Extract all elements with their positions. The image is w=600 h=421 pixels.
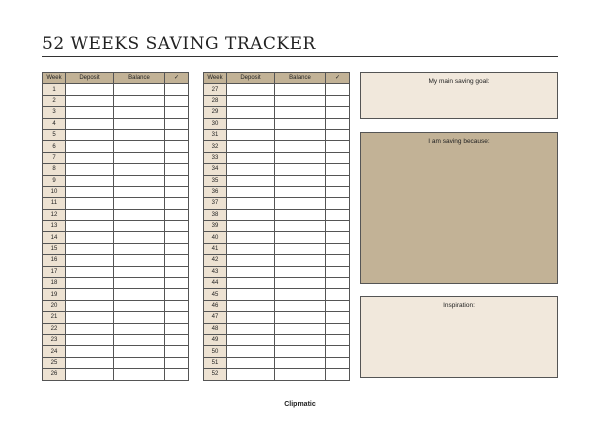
week-number-cell: 20 [43, 300, 66, 311]
table-row [204, 323, 350, 334]
balance-cell[interactable] [114, 266, 165, 277]
checkbox-cell[interactable] [326, 312, 350, 323]
week-number-cell: 41 [204, 243, 227, 254]
deposit-cell[interactable] [66, 289, 114, 300]
week-number-cell: 22 [43, 323, 66, 334]
balance-cell[interactable] [275, 243, 326, 254]
checkbox-cell[interactable] [326, 369, 350, 380]
deposit-cell[interactable] [66, 243, 114, 254]
table-row [204, 84, 350, 95]
balance-column-header: Balance [114, 73, 165, 84]
saving-reason-box[interactable] [360, 132, 558, 284]
deposit-cell[interactable] [66, 221, 114, 232]
table-header-row [43, 73, 189, 84]
checkbox-cell[interactable] [326, 95, 350, 106]
week-number-cell: 34 [204, 164, 227, 175]
balance-cell[interactable] [275, 323, 326, 334]
table-row [204, 221, 350, 232]
deposit-cell[interactable] [227, 84, 275, 95]
table-row [204, 357, 350, 368]
deposit-cell[interactable] [227, 346, 275, 357]
balance-cell[interactable] [114, 312, 165, 323]
balance-cell[interactable] [275, 84, 326, 95]
checkbox-cell[interactable] [326, 255, 350, 266]
deposit-cell[interactable] [227, 300, 275, 311]
deposit-cell[interactable] [66, 175, 114, 186]
balance-cell[interactable] [114, 357, 165, 368]
check-column-header: ✓ [326, 73, 350, 84]
table-row [204, 164, 350, 175]
checkbox-cell[interactable] [326, 289, 350, 300]
deposit-cell[interactable] [66, 346, 114, 357]
tracker-table-weeks-1-26 [42, 72, 189, 381]
deposit-cell[interactable] [66, 198, 114, 209]
deposit-cell[interactable] [66, 107, 114, 118]
table-row [204, 118, 350, 129]
week-number-cell: 49 [204, 334, 227, 345]
week-number-cell: 13 [43, 221, 66, 232]
checkbox-cell[interactable] [165, 221, 189, 232]
checkbox-cell[interactable] [165, 323, 189, 334]
deposit-cell[interactable] [227, 107, 275, 118]
balance-cell[interactable] [275, 107, 326, 118]
deposit-cell[interactable] [66, 232, 114, 243]
deposit-cell[interactable] [227, 289, 275, 300]
week-number-cell: 39 [204, 221, 227, 232]
brand-name: Clipmatic [284, 401, 316, 408]
tracker-rows-right [204, 84, 350, 380]
table-row [43, 334, 189, 345]
week-number-cell: 7 [43, 152, 66, 163]
deposit-cell[interactable] [227, 175, 275, 186]
week-number-cell: 10 [43, 186, 66, 197]
table-row [43, 209, 189, 220]
week-number-cell: 16 [43, 255, 66, 266]
checkbox-cell[interactable] [326, 152, 350, 163]
checkbox-cell[interactable] [326, 175, 350, 186]
balance-cell[interactable] [114, 243, 165, 254]
checkbox-cell[interactable] [326, 323, 350, 334]
week-number-cell: 24 [43, 346, 66, 357]
week-number-cell: 51 [204, 357, 227, 368]
table-row [204, 312, 350, 323]
checkbox-cell[interactable] [326, 186, 350, 197]
week-number-cell: 12 [43, 209, 66, 220]
checkbox-cell[interactable] [326, 107, 350, 118]
balance-cell[interactable] [275, 278, 326, 289]
week-number-cell: 36 [204, 186, 227, 197]
table-row [43, 221, 189, 232]
table-row [204, 209, 350, 220]
week-number-cell: 46 [204, 300, 227, 311]
deposit-cell[interactable] [227, 255, 275, 266]
balance-cell[interactable] [275, 221, 326, 232]
week-number-cell: 44 [204, 278, 227, 289]
week-number-cell: 45 [204, 289, 227, 300]
deposit-cell[interactable] [227, 129, 275, 140]
week-number-cell: 1 [43, 84, 66, 95]
table-row [43, 289, 189, 300]
checkbox-cell[interactable] [326, 300, 350, 311]
week-number-cell: 40 [204, 232, 227, 243]
week-number-cell: 28 [204, 95, 227, 106]
balance-cell[interactable] [114, 232, 165, 243]
checkbox-cell[interactable] [165, 95, 189, 106]
deposit-cell[interactable] [66, 369, 114, 380]
week-number-cell: 6 [43, 141, 66, 152]
balance-column-header: Balance [275, 73, 326, 84]
balance-cell[interactable] [114, 289, 165, 300]
week-number-cell: 32 [204, 141, 227, 152]
table-row [43, 300, 189, 311]
table-row [43, 186, 189, 197]
checkbox-cell[interactable] [165, 346, 189, 357]
balance-cell[interactable] [275, 289, 326, 300]
table-row [204, 243, 350, 254]
table-row [204, 300, 350, 311]
checkbox-cell[interactable] [326, 209, 350, 220]
week-number-cell: 9 [43, 175, 66, 186]
table-row [43, 152, 189, 163]
balance-cell[interactable] [114, 209, 165, 220]
balance-cell[interactable] [114, 118, 165, 129]
table-row [204, 152, 350, 163]
balance-cell[interactable] [275, 369, 326, 380]
table-row [43, 141, 189, 152]
checkbox-cell[interactable] [326, 221, 350, 232]
table-header-row [204, 73, 350, 84]
checkbox-cell[interactable] [165, 84, 189, 95]
week-number-cell: 43 [204, 266, 227, 277]
week-number-cell: 17 [43, 266, 66, 277]
balance-cell[interactable] [114, 141, 165, 152]
week-number-cell: 52 [204, 369, 227, 380]
checkbox-cell[interactable] [326, 198, 350, 209]
week-number-cell: 31 [204, 129, 227, 140]
week-number-cell: 33 [204, 152, 227, 163]
deposit-cell[interactable] [227, 152, 275, 163]
table-row [43, 164, 189, 175]
deposit-cell[interactable] [66, 95, 114, 106]
check-column-header: ✓ [165, 73, 189, 84]
balance-cell[interactable] [114, 278, 165, 289]
week-number-cell: 30 [204, 118, 227, 129]
checkbox-cell[interactable] [165, 152, 189, 163]
table-row [43, 369, 189, 380]
balance-cell[interactable] [275, 232, 326, 243]
week-column-header: Week [43, 73, 66, 84]
checkbox-cell[interactable] [165, 278, 189, 289]
deposit-column-header: Deposit [66, 73, 114, 84]
saving-goal-box[interactable] [360, 72, 558, 119]
deposit-cell[interactable] [227, 118, 275, 129]
balance-cell[interactable] [114, 186, 165, 197]
deposit-cell[interactable] [66, 209, 114, 220]
table-row [204, 129, 350, 140]
balance-cell[interactable] [275, 312, 326, 323]
table-row [43, 107, 189, 118]
balance-cell[interactable] [114, 323, 165, 334]
table-row [204, 289, 350, 300]
checkbox-cell[interactable] [165, 255, 189, 266]
checkbox-cell[interactable] [326, 84, 350, 95]
balance-cell[interactable] [114, 107, 165, 118]
deposit-cell[interactable] [66, 118, 114, 129]
deposit-cell[interactable] [227, 243, 275, 254]
checkbox-cell[interactable] [165, 369, 189, 380]
table-row [43, 255, 189, 266]
week-number-cell: 5 [43, 129, 66, 140]
checkbox-cell[interactable] [326, 232, 350, 243]
week-number-cell: 37 [204, 198, 227, 209]
week-number-cell: 35 [204, 175, 227, 186]
checkbox-cell[interactable] [326, 357, 350, 368]
table-row [43, 312, 189, 323]
table-row [204, 369, 350, 380]
week-number-cell: 27 [204, 84, 227, 95]
deposit-cell[interactable] [227, 334, 275, 345]
checkbox-cell[interactable] [326, 243, 350, 254]
balance-cell[interactable] [275, 118, 326, 129]
balance-cell[interactable] [275, 300, 326, 311]
week-number-cell: 11 [43, 198, 66, 209]
deposit-cell[interactable] [66, 164, 114, 175]
checkbox-cell[interactable] [326, 164, 350, 175]
week-number-cell: 50 [204, 346, 227, 357]
table-row [204, 266, 350, 277]
deposit-cell[interactable] [227, 266, 275, 277]
balance-cell[interactable] [275, 198, 326, 209]
table-row [43, 175, 189, 186]
checkbox-cell[interactable] [165, 129, 189, 140]
checkbox-cell[interactable] [165, 186, 189, 197]
deposit-cell[interactable] [66, 84, 114, 95]
deposit-cell[interactable] [66, 312, 114, 323]
balance-cell[interactable] [114, 369, 165, 380]
saving-goal-label: My main saving goal: [428, 78, 490, 85]
balance-cell[interactable] [275, 152, 326, 163]
table-row [43, 278, 189, 289]
balance-cell[interactable] [275, 209, 326, 220]
balance-cell[interactable] [114, 164, 165, 175]
table-row [43, 346, 189, 357]
deposit-cell[interactable] [66, 141, 114, 152]
deposit-cell[interactable] [227, 278, 275, 289]
week-number-cell: 3 [43, 107, 66, 118]
week-number-cell: 26 [43, 369, 66, 380]
balance-cell[interactable] [275, 129, 326, 140]
table-row [43, 357, 189, 368]
deposit-cell[interactable] [66, 323, 114, 334]
balance-cell[interactable] [275, 186, 326, 197]
checkbox-cell[interactable] [165, 300, 189, 311]
deposit-cell[interactable] [66, 152, 114, 163]
week-column-header: Week [204, 73, 227, 84]
balance-cell[interactable] [114, 129, 165, 140]
checkbox-cell[interactable] [326, 266, 350, 277]
deposit-cell[interactable] [66, 334, 114, 345]
week-number-cell: 25 [43, 357, 66, 368]
balance-cell[interactable] [275, 255, 326, 266]
checkbox-cell[interactable] [326, 346, 350, 357]
title-divider [42, 56, 558, 57]
deposit-cell[interactable] [66, 129, 114, 140]
balance-cell[interactable] [114, 84, 165, 95]
table-row [43, 243, 189, 254]
balance-cell[interactable] [114, 198, 165, 209]
deposit-cell[interactable] [227, 141, 275, 152]
deposit-cell[interactable] [227, 369, 275, 380]
balance-cell[interactable] [275, 334, 326, 345]
week-number-cell: 38 [204, 209, 227, 220]
week-number-cell: 47 [204, 312, 227, 323]
week-number-cell: 4 [43, 118, 66, 129]
deposit-cell[interactable] [227, 312, 275, 323]
checkbox-cell[interactable] [165, 198, 189, 209]
balance-cell[interactable] [275, 95, 326, 106]
table-row [204, 107, 350, 118]
checkbox-cell[interactable] [165, 312, 189, 323]
page-title: 52 WEEKS SAVING TRACKER [42, 34, 316, 54]
deposit-cell[interactable] [66, 357, 114, 368]
table-row [204, 175, 350, 186]
checkbox-cell[interactable] [165, 289, 189, 300]
checkbox-cell[interactable] [165, 266, 189, 277]
deposit-cell[interactable] [227, 232, 275, 243]
balance-cell[interactable] [114, 346, 165, 357]
balance-cell[interactable] [114, 175, 165, 186]
checkbox-cell[interactable] [326, 141, 350, 152]
table-row [204, 334, 350, 345]
inspiration-box[interactable] [360, 296, 558, 378]
table-row [43, 323, 189, 334]
balance-cell[interactable] [275, 357, 326, 368]
table-row [43, 198, 189, 209]
deposit-cell[interactable] [227, 186, 275, 197]
table-row [204, 141, 350, 152]
balance-cell[interactable] [114, 255, 165, 266]
week-number-cell: 23 [43, 334, 66, 345]
table-row [43, 266, 189, 277]
checkbox-cell[interactable] [165, 357, 189, 368]
balance-cell[interactable] [275, 346, 326, 357]
balance-cell[interactable] [114, 152, 165, 163]
week-number-cell: 8 [43, 164, 66, 175]
deposit-cell[interactable] [227, 95, 275, 106]
week-number-cell: 15 [43, 243, 66, 254]
deposit-cell[interactable] [227, 198, 275, 209]
week-number-cell: 14 [43, 232, 66, 243]
table-row [204, 346, 350, 357]
checkbox-cell[interactable] [165, 243, 189, 254]
table-row [204, 198, 350, 209]
balance-cell[interactable] [114, 221, 165, 232]
brand-logo [0, 401, 600, 408]
week-number-cell: 21 [43, 312, 66, 323]
deposit-cell[interactable] [227, 209, 275, 220]
deposit-cell[interactable] [66, 186, 114, 197]
week-number-cell: 18 [43, 278, 66, 289]
table-row [204, 278, 350, 289]
balance-cell[interactable] [275, 141, 326, 152]
week-number-cell: 29 [204, 107, 227, 118]
checkbox-cell[interactable] [326, 278, 350, 289]
checkbox-cell[interactable] [165, 334, 189, 345]
tracker-table-weeks-27-52 [203, 72, 350, 381]
table-row [43, 118, 189, 129]
week-number-cell: 48 [204, 323, 227, 334]
balance-cell[interactable] [114, 334, 165, 345]
inspiration-label: Inspiration: [443, 302, 475, 309]
table-row [43, 95, 189, 106]
table-row [43, 84, 189, 95]
deposit-column-header: Deposit [227, 73, 275, 84]
deposit-cell[interactable] [227, 357, 275, 368]
checkbox-cell[interactable] [326, 334, 350, 345]
table-row [204, 232, 350, 243]
table-row [43, 129, 189, 140]
balance-cell[interactable] [114, 95, 165, 106]
table-row [43, 232, 189, 243]
week-number-cell: 2 [43, 95, 66, 106]
balance-cell[interactable] [275, 175, 326, 186]
saving-reason-label: I am saving because: [428, 138, 490, 145]
checkbox-cell[interactable] [165, 141, 189, 152]
deposit-cell[interactable] [66, 255, 114, 266]
checkbox-cell[interactable] [165, 107, 189, 118]
week-number-cell: 19 [43, 289, 66, 300]
week-number-cell: 42 [204, 255, 227, 266]
checkbox-cell[interactable] [165, 118, 189, 129]
deposit-cell[interactable] [66, 278, 114, 289]
tracker-rows-left [43, 84, 189, 380]
deposit-cell[interactable] [227, 221, 275, 232]
checkbox-cell[interactable] [326, 118, 350, 129]
checkbox-cell[interactable] [165, 209, 189, 220]
deposit-cell[interactable] [227, 323, 275, 334]
checkbox-cell[interactable] [165, 175, 189, 186]
table-row [204, 186, 350, 197]
deposit-cell[interactable] [227, 164, 275, 175]
checkbox-cell[interactable] [165, 232, 189, 243]
table-row [204, 255, 350, 266]
table-row [204, 95, 350, 106]
checkbox-cell[interactable] [165, 164, 189, 175]
deposit-cell[interactable] [66, 266, 114, 277]
balance-cell[interactable] [114, 300, 165, 311]
deposit-cell[interactable] [66, 300, 114, 311]
balance-cell[interactable] [275, 164, 326, 175]
balance-cell[interactable] [275, 266, 326, 277]
checkbox-cell[interactable] [326, 129, 350, 140]
